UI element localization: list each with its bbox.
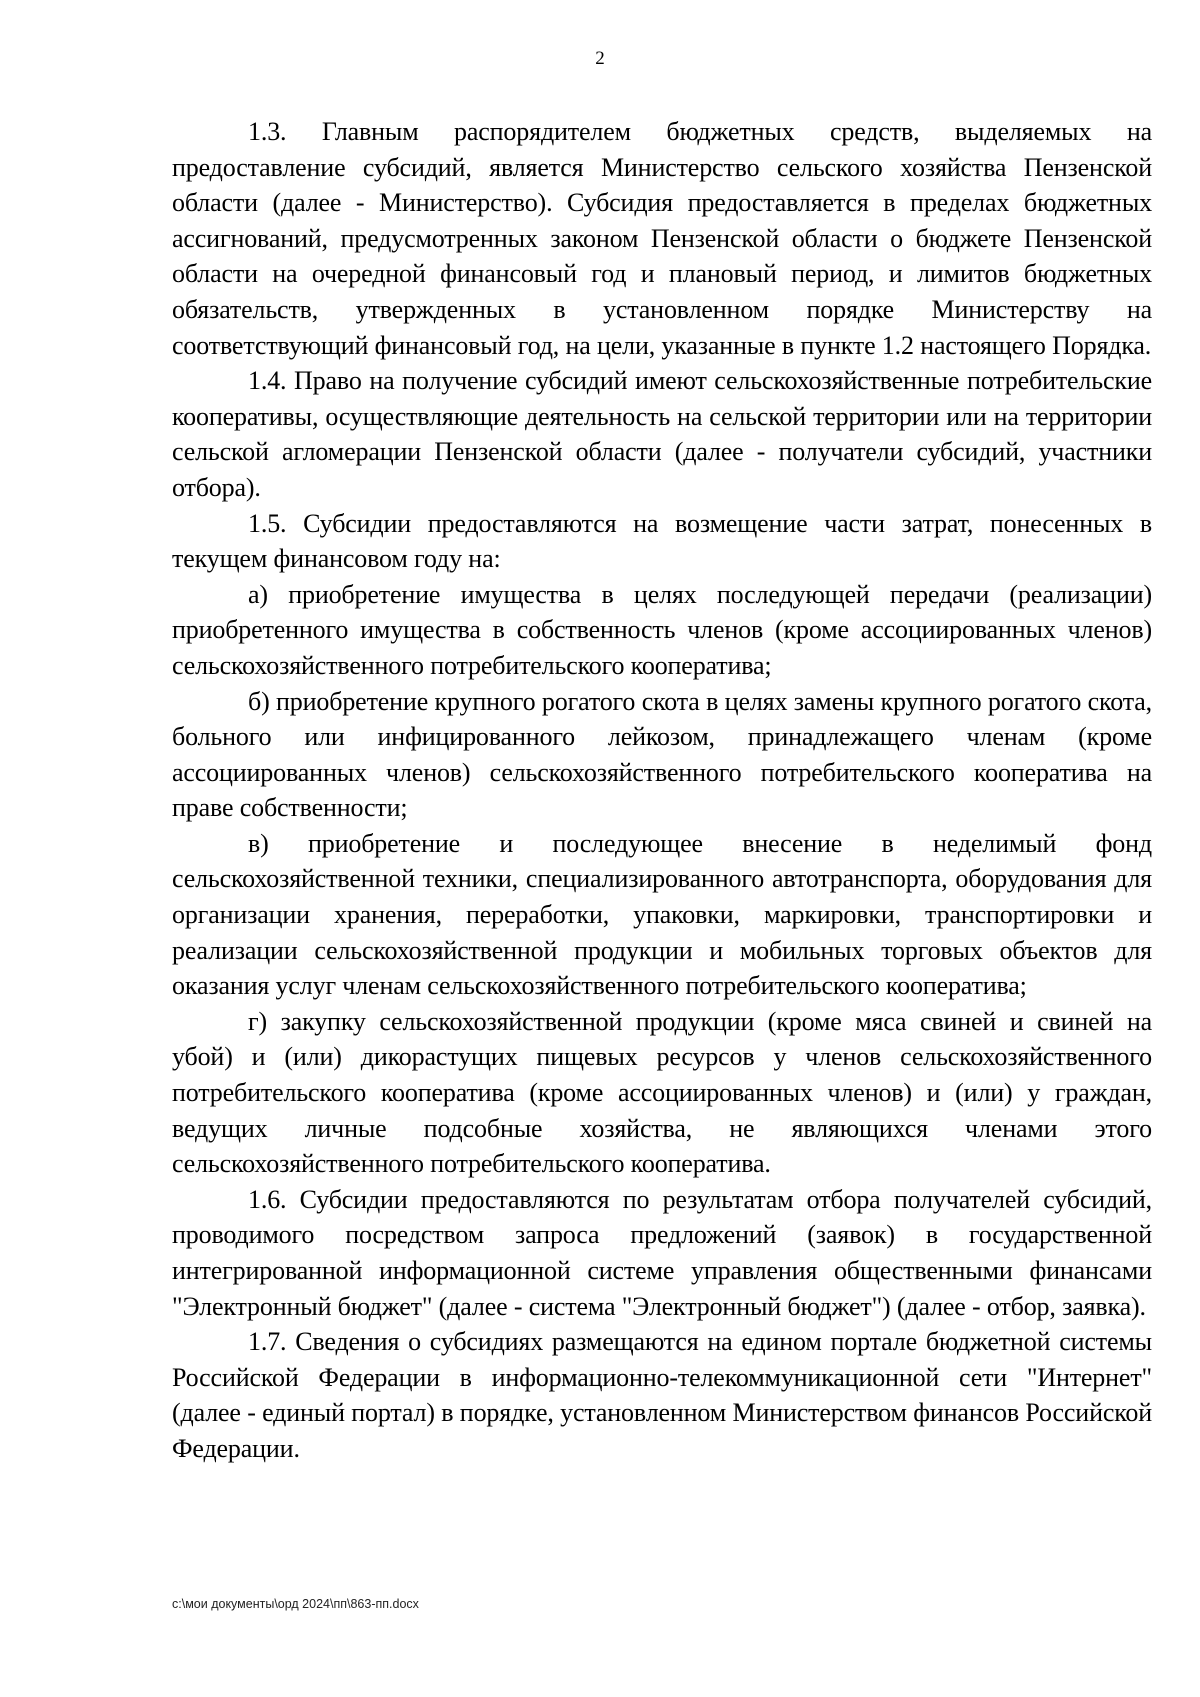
subparagraph-a: а) приобретение имущества в целях последующей передачи (реализации) приобретенного имущества в собственность членов (кроме ассоциированных членов) сельскохозяйственного потребительского кооператива;: [172, 579, 1152, 680]
subparagraph-g: г) закупку сельскохозяйственной продукции (кроме мяса свиней и свиней на убой) и (или) дикорастущих пищевых ресурсов у членов сельскохозяйственного потребительского кооператива (кроме ассоциированных членов) и (или) у граждан, ведущих личные подсобные хозяйства, не являющихся членами этого сельскохозяйственного потребительского кооператива.: [172, 1006, 1152, 1179]
document-body: [172, 114, 1152, 1467]
paragraph-1-4: 1.4. Право на получение субсидий имеют сельскохозяйственные потребительские кооперативы, осуществляющие деятельность на сельской территории или на территории сельской агломерации Пензенской области (далее - получатели субсидий, участники отбора).: [172, 366, 1152, 502]
paragraph-1-3: 1.3. Главным распорядителем бюджетных средств, выделяемых на предоставление субсидий, является Министерство сельского хозяйства Пензенской области (далее - Министерство). Субсидия предоставляется в пределах бюджетных ассигнований, предусмотренных законом Пензенской области о бюджете Пензенской области на очередной финансовый год и плановый период, и лимитов бюджетных обязательств, утвержденных в установленном порядке Министерству на соответствующий финансовый год, на цели, указанные в пункте 1.2 настоящего Порядка.: [172, 117, 1152, 360]
page-number: 2: [595, 48, 605, 69]
paragraph-1-6: 1.6. Субсидии предоставляются по результатам отбора получателей субсидий, проводимого посредством запроса предложений (заявок) в государственной интегрированной информационной системе управления общественными финансами "Электронный бюджет" (далее - система "Электронный бюджет") (далее - отбор, заявка).: [172, 1184, 1152, 1321]
paragraph-1-7: 1.7. Сведения о субсидиях размещаются на едином портале бюджетной системы Российской Федерации в информационно-телекоммуникационной сети "Интернет" (далее - единый портал) в порядке, установленном Министерством финансов Российской Федерации.: [172, 1327, 1152, 1463]
paragraph-1-5: 1.5. Субсидии предоставляются на возмещение части затрат, понесенных в текущем финансовом году на:: [172, 508, 1152, 574]
subparagraph-b: б) приобретение крупного рогатого скота в целях замены крупного рогатого скота, больного или инфицированного лейкозом, принадлежащего членам (кроме ассоциированных членов) сельскохозяйственного потребительского кооператива на праве собственности;: [172, 686, 1152, 823]
file-path-footer: c:\мои документы\орд 2024\пп\863-пп.docx: [172, 1597, 419, 1611]
subparagraph-v: в) приобретение и последующее внесение в неделимый фонд сельскохозяйственной техники, специализированного автотранспорта, оборудования для организации хранения, переработки, упаковки, маркировки, транспортировки и реализации сельскохозяйственной продукции и мобильных торговых объектов для оказания услуг членам сельскохозяйственного потребительского кооператива;: [172, 828, 1152, 1001]
